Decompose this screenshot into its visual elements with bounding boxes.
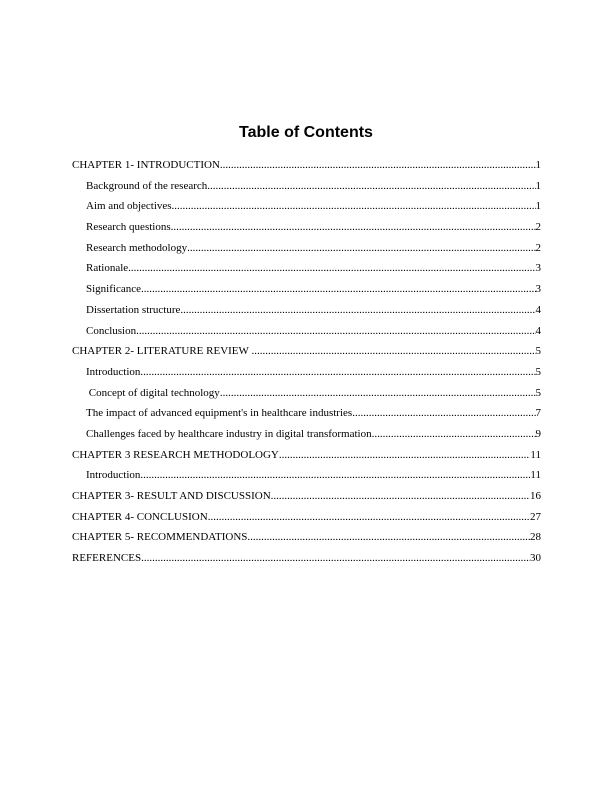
toc-dot-leader: [171, 217, 536, 238]
toc-dot-leader: [271, 486, 530, 507]
toc-section-entry[interactable]: [72, 465, 541, 486]
toc-chapter-entry[interactable]: [72, 341, 541, 362]
toc-dot-leader: [279, 445, 531, 466]
toc-dot-leader: [247, 527, 530, 548]
toc-entry-label: Research methodology: [86, 241, 188, 254]
toc-dot-leader: [251, 341, 535, 362]
toc-page-number: 30: [530, 552, 541, 565]
toc-page-number: 1: [535, 159, 541, 171]
toc-entry-label: Aim and objectives: [86, 200, 172, 213]
toc-page-number: 9: [535, 427, 541, 440]
toc-entry-label: The impact of advanced equipment's in healthcare industries: [86, 407, 353, 420]
toc-entry-label: Background of the research: [86, 179, 208, 192]
toc-page-number: 11: [530, 448, 541, 461]
toc-entry-label: Research questions: [86, 221, 171, 234]
toc-page-number: 1: [535, 179, 541, 192]
toc-entry-label: Introduction: [86, 469, 141, 482]
toc-chapter-entry[interactable]: [72, 445, 541, 466]
toc-page-number: 3: [535, 283, 541, 296]
toc-page-number: 3: [535, 262, 541, 275]
toc-page-number: 4: [535, 303, 541, 316]
toc-section-entry[interactable]: [72, 279, 541, 300]
toc-entry-label: CHAPTER 5- RECOMMENDATIONS: [72, 531, 248, 544]
toc-dot-leader: [141, 279, 536, 300]
toc-entry-label: CHAPTER 3- RESULT AND DISCUSSION: [72, 490, 271, 502]
toc-entry-label: CHAPTER 2- LITERATURE REVIEW: [72, 345, 252, 358]
toc-section-entry[interactable]: [72, 362, 541, 383]
toc-dot-leader: [207, 176, 535, 197]
toc-page-number: 5: [535, 345, 541, 358]
toc-section-entry[interactable]: [72, 196, 541, 217]
toc-dot-leader: [140, 465, 530, 486]
toc-section-entry[interactable]: [72, 300, 541, 321]
toc-page-number: 5: [535, 365, 541, 378]
toc-page-number: 2: [535, 241, 541, 254]
toc-section-entry[interactable]: [72, 217, 541, 238]
toc-dot-leader: [220, 383, 536, 404]
toc-page-number: 4: [535, 324, 541, 337]
toc-dot-leader: [220, 155, 536, 176]
toc-entry-label: CHAPTER 3 RESEARCH METHODOLOGY: [72, 448, 279, 461]
toc-page-number: 28: [530, 531, 541, 544]
toc-entry-label: Introduction: [86, 365, 141, 378]
toc-chapter-entry[interactable]: [72, 486, 541, 507]
toc-entry-label: Conclusion: [86, 324, 137, 337]
toc-chapter-entry[interactable]: [72, 155, 541, 176]
toc-entry-label: Challenges faced by healthcare industry in digital transformation: [86, 427, 372, 440]
toc-dot-leader: [180, 300, 535, 321]
toc-page-number: 1: [535, 200, 541, 213]
toc-title: Table of Contents: [239, 124, 373, 141]
toc-section-entry[interactable]: [72, 403, 541, 424]
toc-entry-label: Dissertation structure: [86, 303, 181, 316]
toc-dot-leader: [208, 507, 530, 528]
toc-dot-leader: [128, 258, 535, 279]
toc-dot-leader: [172, 196, 536, 217]
toc-dot-leader: [372, 424, 536, 445]
toc-chapter-entry[interactable]: [72, 548, 541, 569]
toc-entry-label: CHAPTER 4- CONCLUSION: [72, 510, 208, 523]
toc-section-entry[interactable]: [72, 258, 541, 279]
toc-entry-label: CHAPTER 1- INTRODUCTION: [72, 159, 220, 171]
toc-page-number: 2: [535, 221, 541, 234]
toc-list: [72, 155, 541, 569]
toc-section-entry[interactable]: [72, 424, 541, 445]
toc-page-number: 7: [535, 407, 541, 420]
toc-page-number: 5: [535, 386, 541, 399]
toc-entry-label: Concept of digital technology: [86, 386, 220, 399]
toc-section-entry[interactable]: [72, 321, 541, 342]
toc-section-entry[interactable]: [72, 238, 541, 259]
toc-entry-label: Significance: [86, 283, 141, 296]
toc-entry-label: REFERENCES: [72, 552, 142, 565]
toc-section-entry[interactable]: [72, 383, 541, 404]
toc-dot-leader: [187, 238, 535, 259]
toc-dot-leader: [140, 362, 535, 383]
toc-page-number: 11: [530, 469, 541, 482]
toc-section-entry[interactable]: [72, 176, 541, 197]
toc-page-number: 16: [530, 490, 541, 502]
toc-dot-leader: [141, 548, 530, 569]
toc-page-number: 27: [530, 510, 541, 523]
toc-dot-leader: [352, 403, 535, 424]
toc-chapter-entry[interactable]: [72, 507, 541, 528]
toc-chapter-entry[interactable]: [72, 527, 541, 548]
toc-entry-label: Rationale: [86, 262, 129, 275]
toc-dot-leader: [136, 321, 535, 342]
